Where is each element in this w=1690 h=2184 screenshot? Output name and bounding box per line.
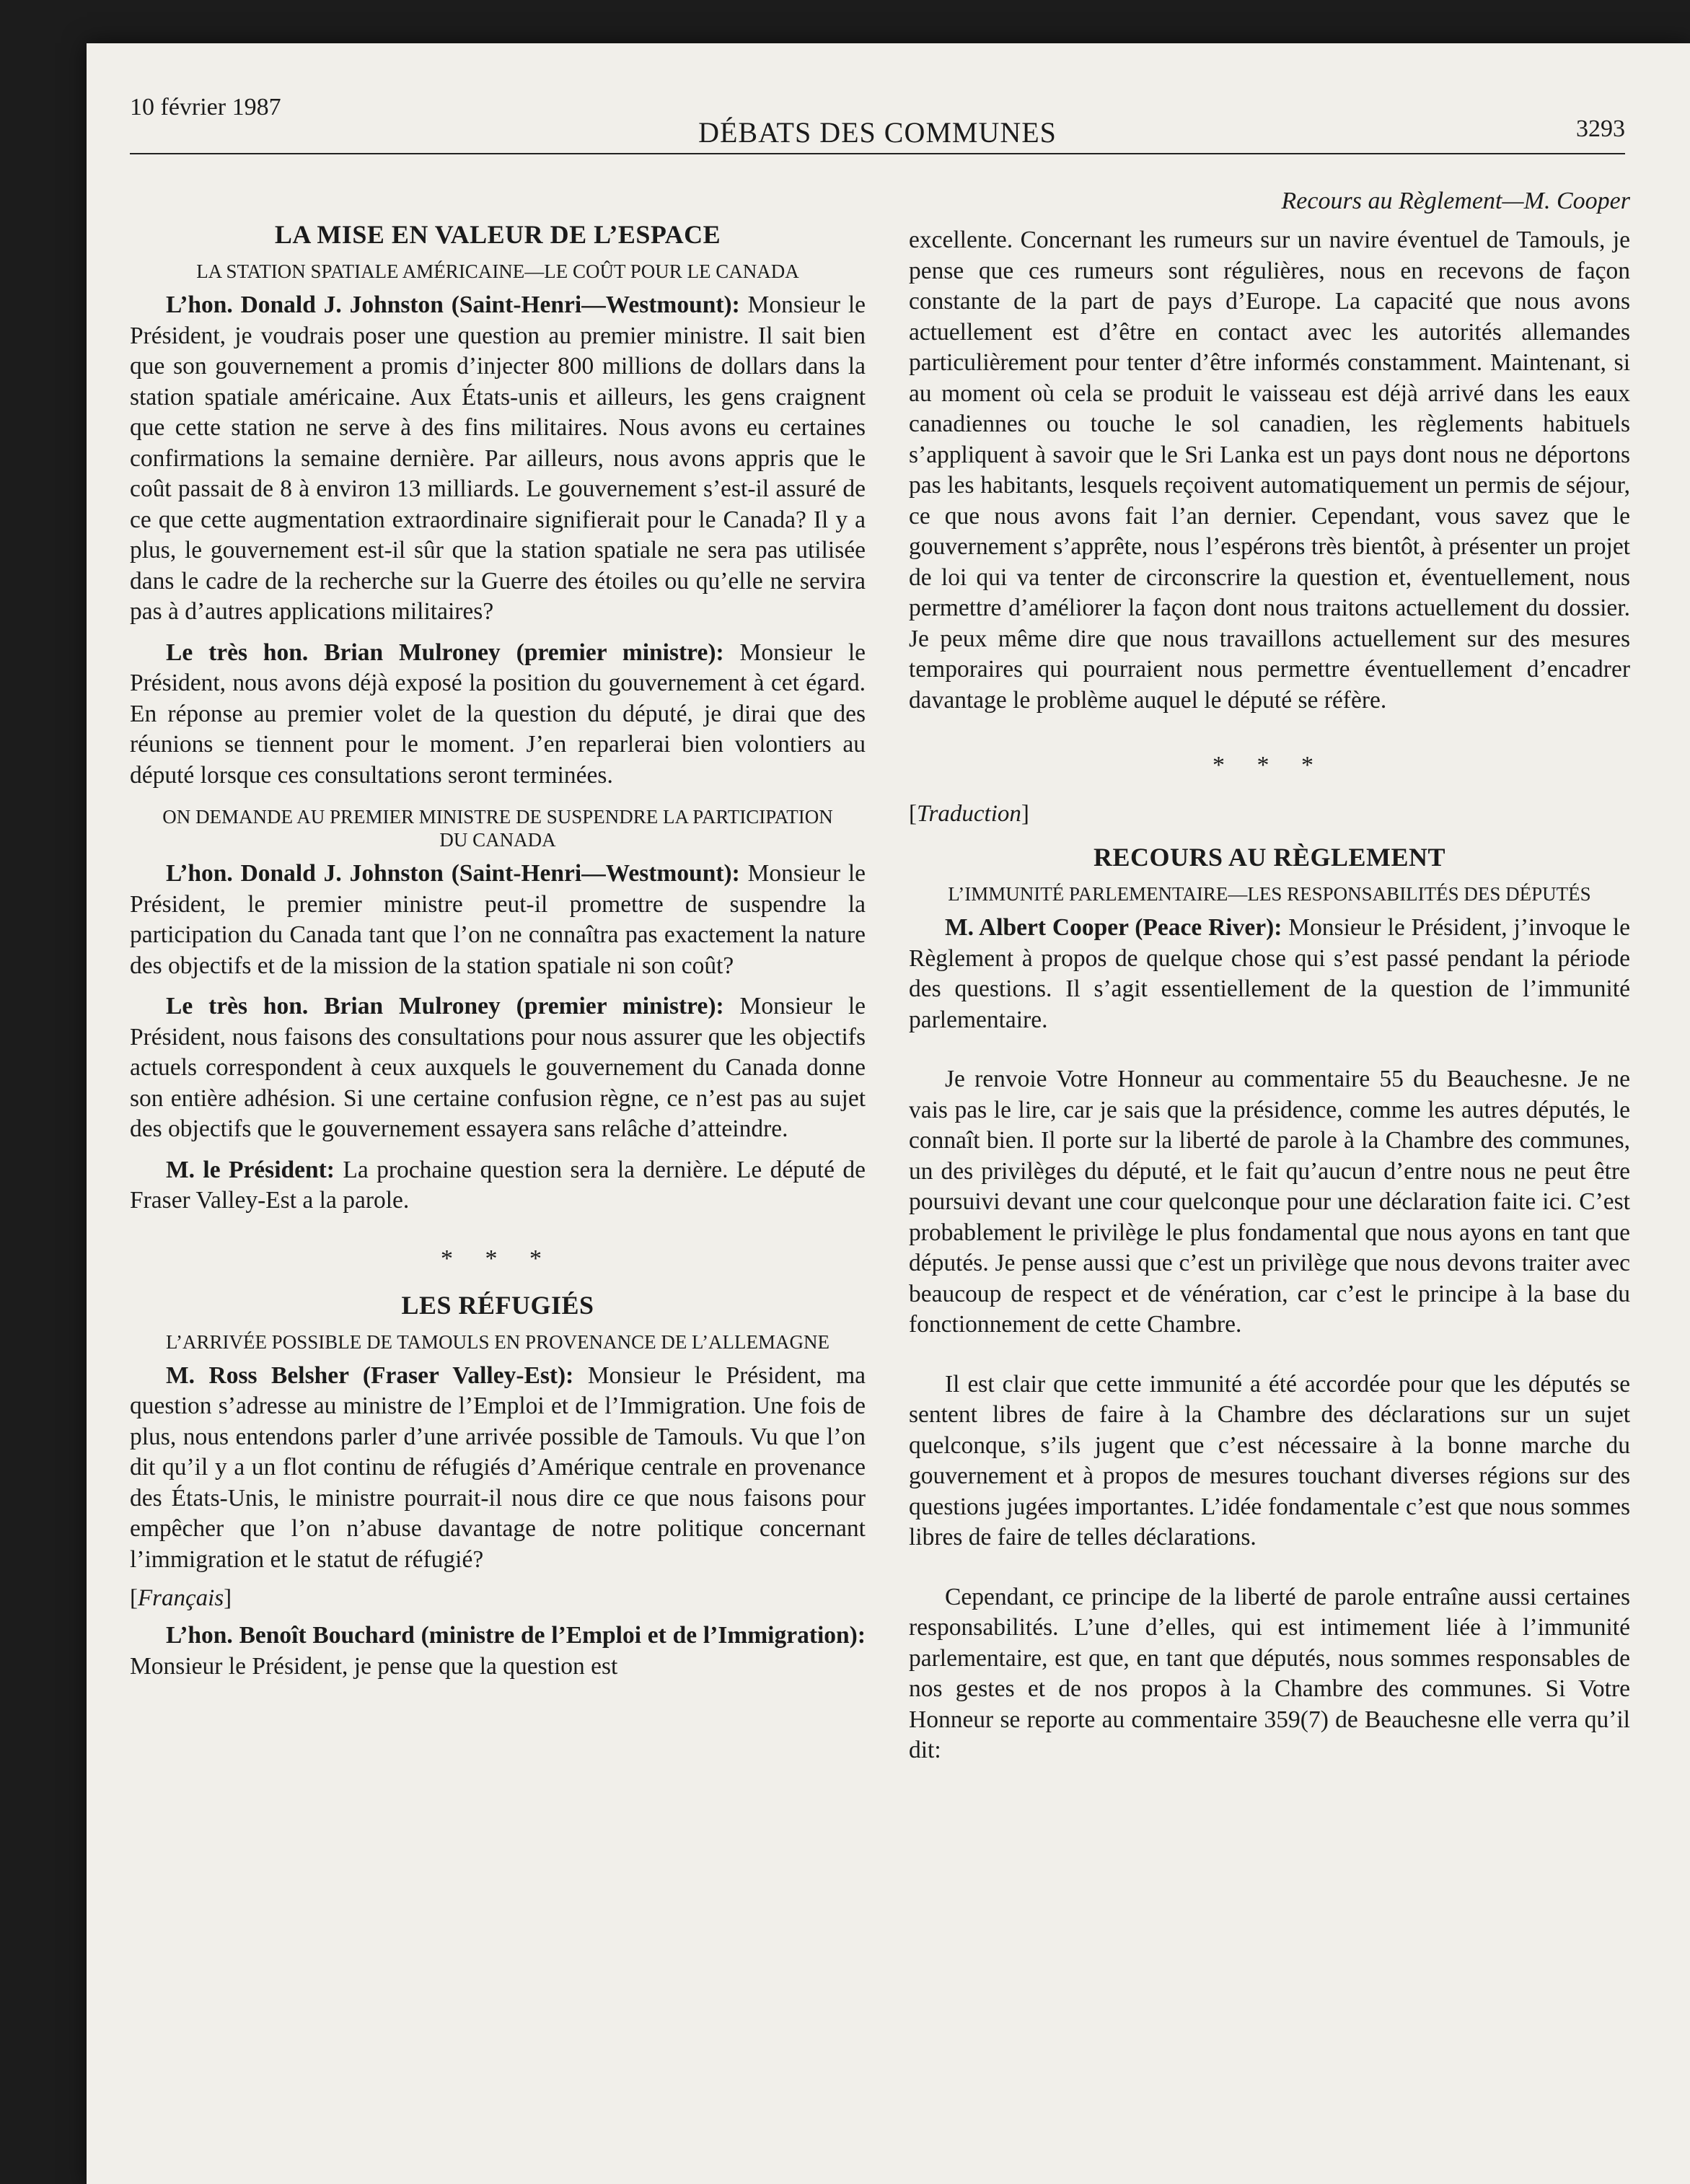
paragraph-text: Monsieur le Président, nous faisons des consultations pour nous assurer que les objectifs actuels correspondent à ceux auxquels le gouvernement du Canada donne son entière adhésion. Si une certaine confusion règne, ce n’est pas au sujet des objectifs que le gouvernement essayera sans relâche d’atteindre. [130, 993, 866, 1142]
speaker-name: M. Albert Cooper (Peace River): [945, 914, 1282, 941]
language-marker-text: Traduction [917, 801, 1021, 827]
paragraph-text: Monsieur le Président, je voudrais poser une question au premier ministre. Il sait bien que son gouvernement a promis d’injecter 800 millions de dollars dans la station spatiale américaine. Aux États-unis et ailleurs, les gens craignent que cette station ne serve à des fins militaires. Nous avons eu certaines confirmations la semaine dernière. Par ailleurs, nous avons appris que le coût passait de 8 à environ 13 milliards. Le gouvernement s’est-il assuré de ce que cette augmentation extraordinaire signifierait pour le Canada? Il y a plus, le gouvernement est-il sûr que la station spatiale ne sera pas utilisée dans le cadre de la recherche sur la Guerre des étoiles ou qu’elle ne servira pas à d’autres applications militaires? [130, 291, 866, 625]
paragraph [130, 638, 866, 791]
header-page-number: 3293 [1576, 115, 1625, 142]
header-title: DÉBATS DES COMMUNES [698, 116, 1057, 149]
subheading-immunite: L’IMMUNITÉ PARLEMENTAIRE—LES RESPONSABILITÉS DES DÉPUTÉS [948, 883, 1591, 905]
section-heading-space: LA MISE EN VALEUR DE L’ESPACE [274, 220, 721, 249]
speaker-name: L’hon. Donald J. Johnston (Saint-Henri—Westmount): [166, 860, 740, 887]
speaker-name: M. le Président: [166, 1156, 335, 1183]
paragraph-text: Il est clair que cette immunité a été accordée pour que les députés se sentent libres de faire à la Chambre des déclarations sur un sujet quelconque, s’ils jugent que c’est nécessaire à la bonne marche du gouvernement et à propos de mesures touchant diverses régions sur des questions jugées importantes. L’idée fondamentale c’est que nous sommes libres de faire de telles déclarations. [909, 1370, 1630, 1551]
speaker-name: L’hon. Benoît Bouchard (ministre de l’Emploi et de l’Immigration): [166, 1622, 866, 1649]
paragraph-text: excellente. Concernant les rumeurs sur un navire éventuel de Tamouls, je pense que ces rumeurs sont régulières, nous en recevons de façon constante de la part de pays d’Europe. La capacité que nous avons actuellement est d’être en contact avec les autorités allemandes particulièrement pour tenter d’être informés constamment. Maintenant, si au moment où cela se produit le vaisseau est déjà arrivé dans les eaux canadiennes ou touche le sol canadien, les règlements habituels s’appliquent à savoir que le Sri Lanka est un pays dont nous ne déportons pas les habitants, lesquels reçoivent automatiquement un permis de séjour, ce que nous avons fait l’an dernier. Cependant, vous savez que le gouvernement s’apprête, nous l’espérons très bientôt, à présenter un projet de loi qui va tenter de circonscrire la question et, éventuellement, nous permettre d’améliorer la façon dont nous traitons actuellement du dossier. Je peux même dire que nous travaillons actuellement sur des mesures temporaires qui pourraient nous permettre éventuellement d’encadrer davantage le problème auquel le député se réfère. [909, 227, 1630, 714]
section-separator: * * * [441, 1245, 555, 1272]
spacer [909, 1351, 1630, 1369]
language-marker: [Traduction] [909, 801, 1029, 827]
section-separator: * * * [1213, 752, 1326, 779]
paragraph [130, 1155, 866, 1216]
paragraph-text: Monsieur le Président, le premier ministre peut-il promettre de suspendre la participation du Canada tant que l’on ne connaîtra pas exactement la nature des objectifs et de la mission de la station spatiale ni son coût? [130, 860, 866, 979]
paragraph-text: Monsieur le Président, ma question s’adresse au ministre de l’Emploi et de l’Immigration. Une fois de plus, nous entendons parler d’une arrivée possible de Tamouls. Vu que l’on dit qu’il y a un flot continu de réfugiés d’Amérique centrale en provenance des États-Unis, le ministre pourrait-il nous dire ce que nous faisons pour empêcher que l’on n’abuse davantage de notre politique concernant l’immigration et le statut de réfugié? [130, 1361, 866, 1573]
paragraph-text: Monsieur le Président, je pense que la question est [130, 1652, 618, 1680]
subheading-station: LA STATION SPATIALE AMÉRICAINE—LE COÛT POUR LE CANADA [196, 260, 799, 282]
spacer [909, 1045, 1630, 1064]
paragraph [909, 225, 1630, 716]
paragraph [909, 1582, 1630, 1766]
paragraph-text: Je renvoie Votre Honneur au commentaire 55 du Beauchesne. Je ne vais pas le lire, car je sais que la présidence, comme les autres députés, le connaît bien. Il porte sur la liberté de parole à la Chambre des communes, un des privilèges du député, et le fait qu’aucun d’entre nous ne peut être poursuivi devant une cour quelconque pour une déclaration faite ici. C’est probablement le privilège le plus fondamental que nous ayons en tant que députés. Je pense aussi que c’est un privilège que nous devons traiter avec beaucoup de respect et de vénération, car c’est le principe à la base du fonctionnement de cette Chambre. [909, 1066, 1630, 1338]
section-heading-recours: RECOURS AU RÈGLEMENT [1093, 843, 1446, 872]
paragraph-text: Monsieur le Président, nous avons déjà exposé la position du gouvernement à cet égard. En réponse au premier volet de la question du député, je dirai que des réunions se tiennent pour le moment. J’en reparlerai bien volontiers au député lorsque ces consultations seront terminées. [130, 639, 866, 789]
paragraph [130, 991, 866, 1145]
paragraph-text: Cependant, ce principe de la liberté de parole entraîne aussi certaines responsabilités. L’une d’elles, qui est intimement liée à l’immunité parlementaire, est que, en tant que députés, nous sommes responsables de nos gestes et de nos propos à la Chambre des communes. Si Votre Honneur se reporte au commentaire 359(7) de Beauchesne elle verra qu’il dit: [909, 1583, 1630, 1763]
language-marker-text: Français [138, 1585, 224, 1611]
speaker-name: M. Ross Belsher (Fraser Valley-Est): [166, 1361, 574, 1389]
paragraph [909, 913, 1630, 1035]
paragraph [130, 1621, 866, 1682]
spacer [909, 1564, 1630, 1582]
document-page [87, 43, 1690, 2184]
language-marker: [Français] [130, 1585, 232, 1611]
left-column [130, 188, 866, 2150]
speaker-name: L’hon. Donald J. Johnston (Saint-Henri—Westmount): [166, 291, 740, 318]
running-head: Recours au Règlement—M. Cooper [1281, 188, 1630, 214]
paragraph [130, 859, 866, 981]
paragraph-text: La prochaine question sera la dernière. Le député de Fraser Valley-Est a la parole. [130, 1156, 866, 1214]
paragraph [130, 1361, 866, 1576]
paragraph [130, 290, 866, 628]
header-date: 10 février 1987 [130, 94, 281, 120]
paragraph-text: Monsieur le Président, j’invoque le Règlement à propos de quelque chose qui s’est passé pendant la période des questions. Il s’agit essentiellement de la question de l’immunité parlementaire. [909, 914, 1631, 1033]
paragraph [909, 1064, 1630, 1341]
speaker-name: Le très hon. Brian Mulroney (premier ministre): [166, 639, 724, 666]
subheading-suspend: ON DEMANDE AU PREMIER MINISTRE DE SUSPENDRE LA PARTICIPATION DU CANADA [162, 806, 833, 851]
right-column [909, 188, 1630, 2150]
page-header [130, 65, 1625, 152]
header-rule [130, 153, 1625, 154]
paragraph [909, 1369, 1630, 1553]
section-heading-refugees: LES RÉFUGIÉS [401, 1290, 594, 1320]
subheading-tamouls: L’ARRIVÉE POSSIBLE DE TAMOULS EN PROVENANCE DE L’ALLEMAGNE [165, 1330, 830, 1353]
speaker-name: Le très hon. Brian Mulroney (premier ministre): [166, 993, 724, 1019]
